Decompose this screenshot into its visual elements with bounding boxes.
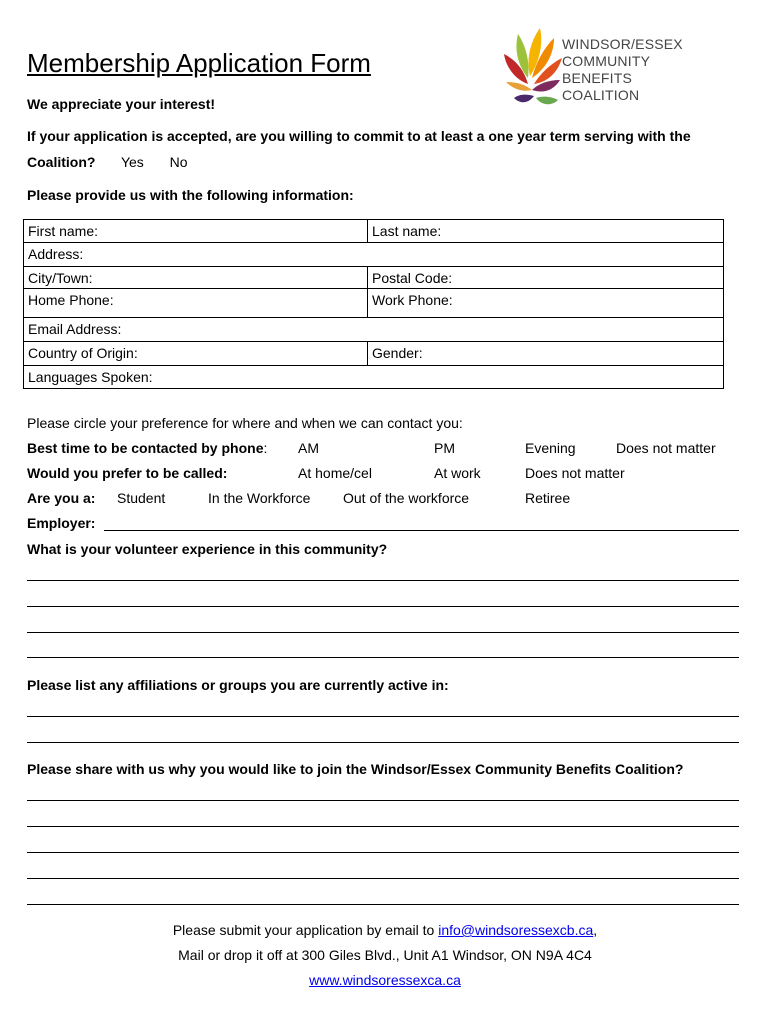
country-field[interactable]: Country of Origin: xyxy=(24,342,368,366)
page-title: Membership Application Form xyxy=(27,48,371,78)
best-time-evening[interactable]: Evening xyxy=(525,440,576,456)
prefer-called-label: Would you prefer to be called: xyxy=(27,465,228,481)
footer-submit-text: Please submit your application by email to xyxy=(172,922,439,938)
are-you-label: Are you a: xyxy=(27,490,96,506)
prefer-called-home[interactable]: At home/cel xyxy=(298,465,372,481)
best-time-pm[interactable]: PM xyxy=(434,440,455,456)
volunteer-question: What is your volunteer experience in this community? xyxy=(27,541,388,557)
work-phone-field[interactable]: Work Phone: xyxy=(368,289,723,318)
status-out-of-workforce[interactable]: Out of the workforce xyxy=(343,490,470,506)
affiliations-answer-line[interactable] xyxy=(27,742,739,743)
best-time-colon: : xyxy=(263,440,268,456)
email-field[interactable]: Email Address: xyxy=(24,318,723,342)
why-answer-line[interactable] xyxy=(27,800,739,801)
why-answer-line[interactable] xyxy=(27,878,739,879)
best-time-label xyxy=(27,440,267,456)
volunteer-answer-line[interactable] xyxy=(27,606,739,607)
why-answer-line[interactable] xyxy=(27,852,739,853)
footer-website-row xyxy=(0,972,770,988)
info-table xyxy=(23,219,724,389)
why-join-question: Please share with us why you would like to join the Windsor/Essex Community Benefits Coalition? xyxy=(27,761,684,777)
logo-wordmark xyxy=(562,36,683,104)
footer-email-link[interactable]: info@windsoressexcb.ca xyxy=(438,922,594,938)
status-workforce[interactable]: In the Workforce xyxy=(208,490,311,506)
commitment-row xyxy=(27,154,188,170)
best-time-does-not-matter[interactable]: Does not matter xyxy=(616,440,716,456)
address-field[interactable]: Address: xyxy=(28,246,84,262)
languages-field[interactable]: Languages Spoken: xyxy=(28,369,153,385)
status-retiree[interactable]: Retiree xyxy=(525,490,571,506)
commitment-yes-option[interactable]: Yes xyxy=(120,154,144,170)
leaf-logo-icon xyxy=(500,24,564,112)
footer-submit-line xyxy=(0,922,770,938)
logo-line: BENEFITS xyxy=(562,70,633,86)
logo-line: COALITION xyxy=(562,87,640,103)
best-time-label-text: Best time to be contacted by phone xyxy=(27,440,264,456)
footer-mail-address: Mail or drop it off at 300 Giles Blvd., Unit A1 Windsor, ON N9A 4C4 xyxy=(178,947,592,963)
logo-line: WINDSOR/ESSEX xyxy=(562,36,683,52)
commitment-question-end: Coalition? xyxy=(27,154,96,170)
best-time-am[interactable]: AM xyxy=(298,440,319,456)
commitment-question: If your application is accepted, are you willing to commit to at least a one year term serving with the xyxy=(27,128,691,144)
volunteer-answer-line[interactable] xyxy=(27,632,739,633)
last-name-field[interactable]: Last name: xyxy=(368,220,723,243)
affiliations-question: Please list any affiliations or groups you are currently active in: xyxy=(27,677,449,693)
home-phone-field[interactable]: Home Phone: xyxy=(24,289,368,318)
why-answer-line[interactable] xyxy=(27,826,739,827)
volunteer-answer-line[interactable] xyxy=(27,657,739,658)
commitment-no-option[interactable]: No xyxy=(169,154,188,170)
footer-website-link[interactable]: www.windsoressexca.ca xyxy=(309,972,461,988)
employer-input-line[interactable] xyxy=(104,530,739,531)
postal-code-field[interactable]: Postal Code: xyxy=(368,266,723,289)
affiliations-answer-line[interactable] xyxy=(27,716,739,717)
prefer-called-work[interactable]: At work xyxy=(434,465,481,481)
logo-line: COMMUNITY xyxy=(562,53,651,69)
info-heading: Please provide us with the following information: xyxy=(27,187,354,203)
gender-field[interactable]: Gender: xyxy=(368,342,723,366)
intro-text: We appreciate your interest! xyxy=(27,96,216,112)
footer-comma: , xyxy=(593,922,598,938)
first-name-field[interactable]: First name: xyxy=(24,220,368,243)
coalition-logo xyxy=(500,24,683,114)
contact-preference-text: Please circle your preference for where and when we can contact you: xyxy=(27,415,463,431)
why-answer-line[interactable] xyxy=(27,904,739,905)
volunteer-answer-line[interactable] xyxy=(27,580,739,581)
employer-label: Employer: xyxy=(27,515,96,531)
prefer-called-does-not-matter[interactable]: Does not matter xyxy=(525,465,625,481)
status-student[interactable]: Student xyxy=(117,490,166,506)
city-field[interactable]: City/Town: xyxy=(24,266,368,289)
